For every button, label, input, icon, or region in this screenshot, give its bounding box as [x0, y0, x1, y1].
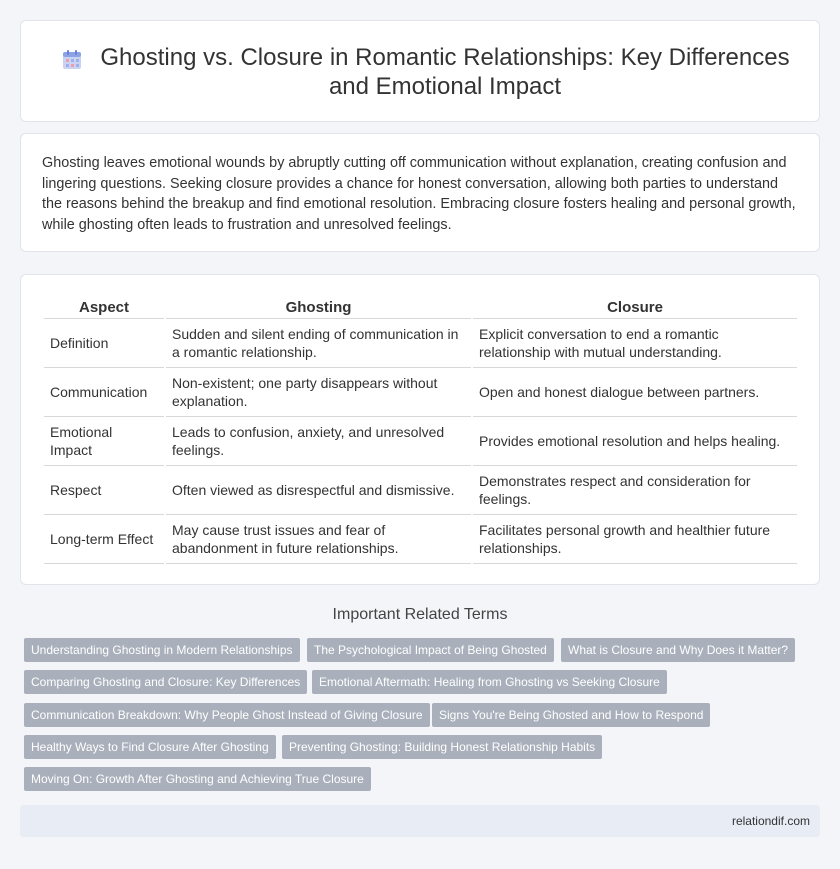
related-term-tag[interactable]: Preventing Ghosting: Building Honest Relationship Habits: [282, 735, 602, 759]
row-ghosting: Often viewed as disrespectful and dismissive.: [166, 466, 471, 515]
related-term-tag[interactable]: Understanding Ghosting in Modern Relationships: [24, 638, 300, 662]
row-ghosting: Non-existent; one party disappears without explanation.: [166, 368, 471, 417]
intro-card: [20, 133, 820, 252]
row-closure: Open and honest dialogue between partners.: [473, 368, 797, 417]
header-aspect: Aspect: [44, 295, 164, 319]
comparison-card: [20, 274, 820, 585]
related-term-tag[interactable]: What is Closure and Why Does it Matter?: [561, 638, 795, 662]
related-term-tag[interactable]: Healthy Ways to Find Closure After Ghosting: [24, 735, 276, 759]
comparison-table: [42, 295, 799, 564]
table-row: [44, 368, 797, 417]
row-aspect: Emotional Impact: [44, 417, 164, 466]
row-closure: Facilitates personal growth and healthier future relationships.: [473, 515, 797, 564]
header-closure: Closure: [473, 295, 797, 319]
header-card: [20, 20, 820, 122]
row-aspect: Long-term Effect: [44, 515, 164, 564]
related-term-tag[interactable]: Moving On: Growth After Ghosting and Achieving True Closure: [24, 767, 371, 791]
row-closure: Demonstrates respect and consideration for feelings.: [473, 466, 797, 515]
footer-site[interactable]: relationdif.com: [731, 814, 810, 828]
row-aspect: Definition: [44, 319, 164, 368]
related-term-tag[interactable]: Communication Breakdown: Why People Ghost Instead of Giving Closure: [24, 703, 430, 727]
row-closure: Explicit conversation to end a romantic relationship with mutual understanding.: [473, 319, 797, 368]
related-terms-title: Important Related Terms: [332, 606, 508, 623]
table-row: [44, 515, 797, 564]
related-term-tag[interactable]: Signs You're Being Ghosted and How to Respond: [432, 703, 710, 727]
related-term-tag[interactable]: The Psychological Impact of Being Ghosted: [307, 638, 554, 662]
footer: [20, 805, 820, 837]
table-row: [44, 466, 797, 515]
row-ghosting: Leads to confusion, anxiety, and unresolved feelings.: [166, 417, 471, 466]
header-ghosting: Ghosting: [166, 295, 471, 319]
table-row: [44, 417, 797, 466]
related-term-tag[interactable]: Comparing Ghosting and Closure: Key Differences: [24, 670, 307, 694]
page-title: Ghosting vs. Closure in Romantic Relationships: Key Differences and Emotional Impact: [100, 44, 790, 100]
related-term-tag[interactable]: Emotional Aftermath: Healing from Ghosting vs Seeking Closure: [312, 670, 667, 694]
row-aspect: Communication: [44, 368, 164, 417]
row-ghosting: May cause trust issues and fear of abandonment in future relationships.: [166, 515, 471, 564]
row-aspect: Respect: [44, 466, 164, 515]
intro-paragraph: Ghosting leaves emotional wounds by abruptly cutting off communication without explanation, creating confusion and lingering questions. Seeking closure provides a chance for honest conversation, allowing both parties to understand the reasons behind the breakup and find emotional resolution. Embracing closure fosters healing and personal growth, while ghosting often leads to frustration and unresolved feelings.: [42, 155, 796, 233]
table-row: [44, 319, 797, 368]
row-closure: Provides emotional resolution and helps healing.: [473, 417, 797, 466]
row-ghosting: Sudden and silent ending of communication in a romantic relationship.: [166, 319, 471, 368]
table-header-row: [44, 295, 797, 319]
